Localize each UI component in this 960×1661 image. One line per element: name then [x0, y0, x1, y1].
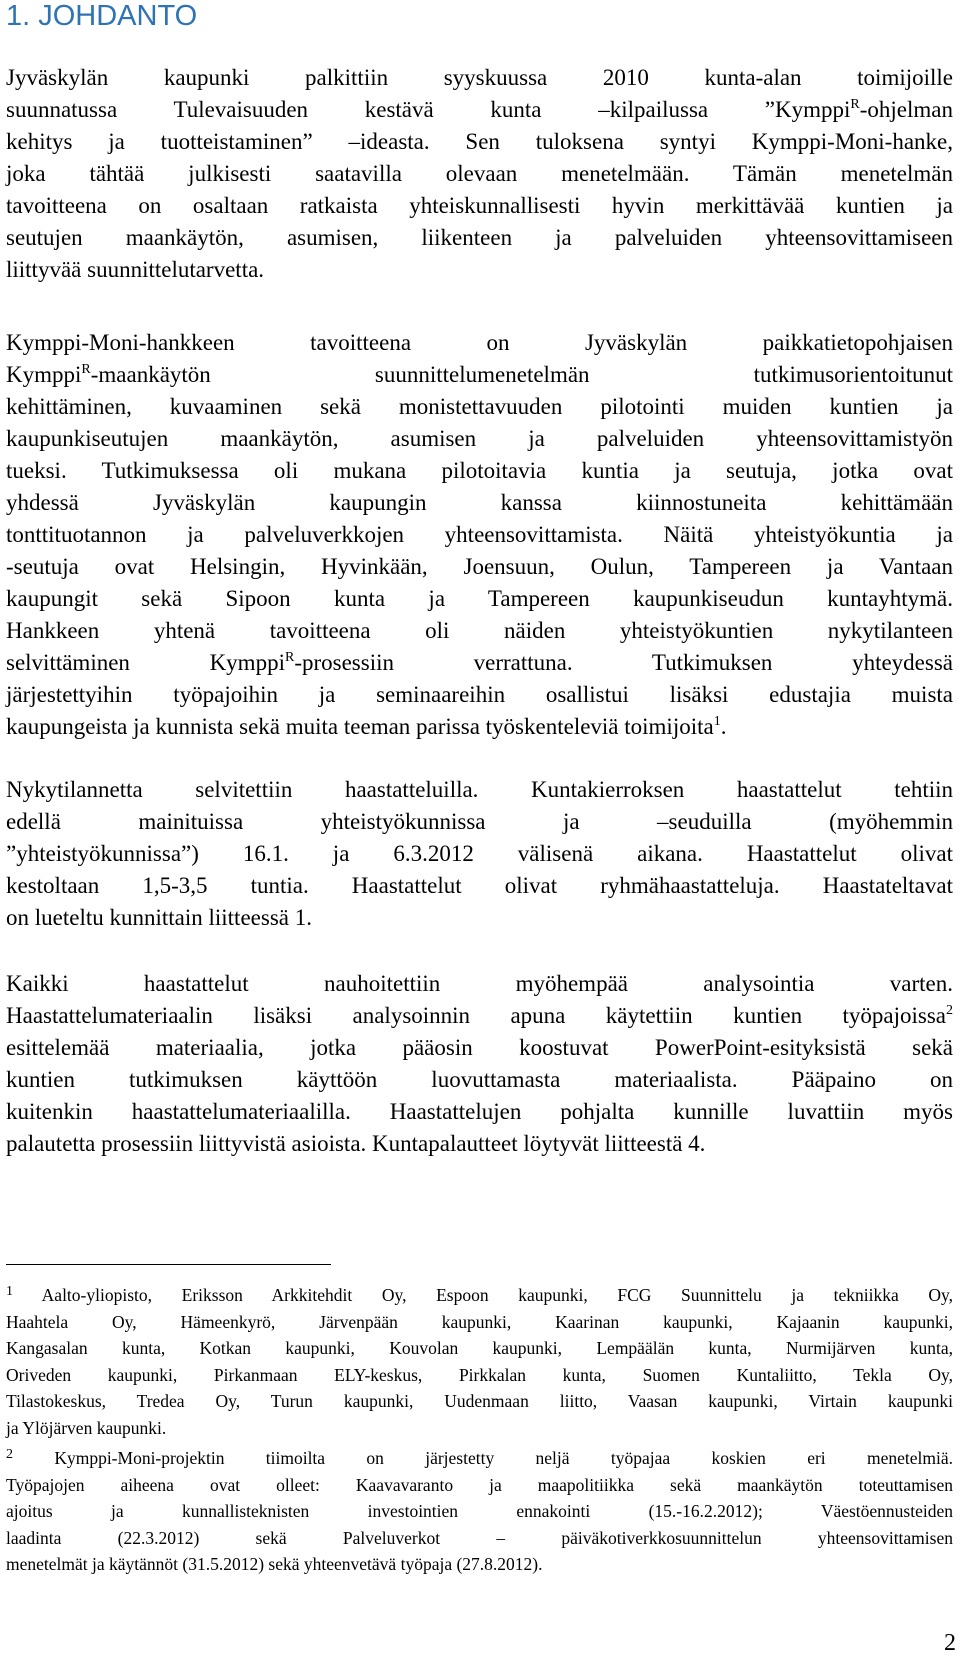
text-line: -seutuja ovat Helsingin, Hyvinkään, Joensuun, Oulun, Tampereen ja Vantaan	[6, 554, 953, 579]
text-fragment: .	[720, 714, 727, 739]
text-line: liittyvää suunnittelutarvetta.	[6, 257, 265, 282]
footnote-line: Oriveden kaupunki, Pirkanmaan ELY-keskus, Pirkkalan kunta, Suomen Kuntaliitto, Tekla Oy,	[6, 1364, 953, 1385]
text-line: palautetta prosessiin liittyvistä asioista. Kuntapalautteet löytyvät liitteestä 4.	[6, 1131, 706, 1156]
text-fragment: kaupungeista ja kunnista sekä muita teeman parissa työskenteleviä toimijoita	[6, 714, 714, 739]
footnote-line: Työpajojen aiheena ovat olleet: Kaavavaranto ja maapolitiikka sekä maankäytön toteuttamisen	[6, 1474, 953, 1495]
text-line: yhdessä Jyväskylän kaupungin kanssa kiinnostuneita kehittämään	[6, 490, 953, 515]
superscript-r: R	[81, 362, 91, 377]
text-line: tueksi. Tutkimuksessa oli mukana pilotoitavia kuntia ja seutuja, jotka ovat	[6, 458, 953, 483]
text-line: kaupunkiseutujen maankäytön, asumisen ja palveluiden yhteensovittamistyön	[6, 426, 953, 451]
text-fragment: Haastattelumateriaalin lisäksi analysoinnin apuna käytettiin kuntien työpajoissa	[6, 1003, 946, 1028]
footnote-2	[6, 1445, 953, 1578]
footnote-line: ajoitus ja kunnallisteknisten investointien ennakointi (15.-16.2.2012); Väestöennusteiden	[6, 1501, 953, 1521]
paragraph-analysis	[6, 968, 953, 1160]
footnote-line: laadinta (22.3.2012) sekä Palveluverkot – päiväkotiverkkosuunnittelun yhteensovittamisen	[6, 1527, 953, 1548]
footnote-line	[6, 1445, 953, 1472]
text-line: tavoitteena on osaltaan ratkaista yhteiskunnallisesti hyvin merkittävää kuntien ja	[6, 193, 953, 218]
text-line: joka tähtää julkisesti saatavilla olevaan menetelmään. Tämän menetelmän	[6, 161, 953, 186]
footnote-line: ja Ylöjärven kaupunki.	[6, 1417, 167, 1438]
text-line: on lueteltu kunnittain liitteessä 1.	[6, 905, 312, 930]
footnote-ref-1[interactable]: 1	[713, 714, 721, 729]
text-fragment: -ohjelman	[859, 97, 953, 122]
text-fragment: suunnatussa Tulevaisuuden kestävä kunta –kilpailussa ”Kymppi	[6, 97, 851, 122]
page-number: 2	[944, 1630, 956, 1656]
text-line: kaupungit sekä Sipoon kunta ja Tampereen kaupunkiseudun kuntayhtymä.	[6, 586, 953, 611]
text-fragment: Kymppi	[6, 362, 82, 387]
text-line	[6, 94, 953, 126]
text-line: järjestettyihin työpajoihin ja seminaareihin osallistui lisäksi edustajia muista	[6, 682, 953, 707]
text-line	[6, 711, 953, 743]
text-fragment: Aalto-yliopisto, Eriksson Arkkitehdit Oy, Espoon kaupunki, FCG Suunnittelu ja tekniikka Oy,	[13, 1285, 953, 1305]
text-line: tonttituotannon ja palveluverkkojen yhteensovittamista. Näitä yhteistyökuntia ja	[6, 522, 953, 547]
footnote-mark: 1	[6, 1284, 13, 1299]
text-line	[6, 647, 953, 679]
paragraph-intro	[6, 62, 953, 286]
text-line: ”yhteistyökunnissa”) 16.1. ja 6.3.2012 välisenä aikana. Haastattelut olivat	[6, 841, 953, 866]
text-line: Nykytilannetta selvitettiin haastatteluilla. Kuntakierroksen haastattelut tehtiin	[6, 777, 953, 802]
footnote-line: Kangasalan kunta, Kotkan kaupunki, Kouvolan kaupunki, Lempäälän kunta, Nurmijärven kunta,	[6, 1338, 953, 1358]
footnote-separator	[6, 1264, 331, 1265]
text-line: kehittäminen, kuvaaminen sekä monistettavuuden pilotointi muiden kuntien ja	[6, 394, 953, 419]
text-line: kestoltaan 1,5-3,5 tuntia. Haastattelut olivat ryhmähaastatteluja. Haastateltavat	[6, 873, 953, 898]
footnote-mark: 2	[6, 1447, 13, 1462]
section-heading: 1. JOHDANTO	[6, 0, 198, 32]
text-line: Kymppi-Moni-hankkeen tavoitteena on Jyväskylän paikkatietopohjaisen	[6, 330, 953, 355]
footnote-line: Haahtela Oy, Hämeenkyrö, Järvenpään kaupunki, Kaarinan kaupunki, Kajaanin kaupunki,	[6, 1311, 953, 1332]
superscript-r: R	[850, 97, 860, 112]
text-line: seutujen maankäytön, asumisen, liikenteen ja palveluiden yhteensovittamiseen	[6, 225, 953, 250]
text-fragment: selvittäminen Kymppi	[6, 650, 285, 675]
superscript-r: R	[284, 650, 295, 665]
text-line	[6, 1000, 953, 1032]
text-line: kehitys ja tuotteistaminen” –ideasta. Sen tuloksena syntyi Kymppi-Moni-hanke,	[6, 129, 953, 154]
text-line: kuntien tutkimuksen käyttöön luovuttamasta materiaalista. Pääpaino on	[6, 1067, 953, 1092]
text-line	[6, 359, 953, 391]
footnote-1	[6, 1282, 953, 1441]
footnote-line: menetelmät ja käytännöt (31.5.2012) sekä yhteenvetävä työpaja (27.8.2012).	[6, 1554, 543, 1574]
text-fragment: Kymppi-Moni-projektin tiimoilta on järjestetty neljä työpajaa koskien eri menetelmiä.	[13, 1448, 953, 1468]
text-fragment: -maankäytön suunnittelumenetelmän tutkimusorientoitunut	[90, 362, 953, 387]
text-line: edellä mainituissa yhteistyökunnissa ja –seuduilla (myöhemmin	[6, 809, 953, 834]
text-line: kuitenkin haastattelumateriaalilla. Haastattelujen pohjalta kunnille luvattiin myös	[6, 1099, 953, 1124]
paragraph-project-goal	[6, 327, 953, 743]
footnote-line: Tilastokeskus, Tredea Oy, Turun kaupunki, Uudenmaan liitto, Vaasan kaupunki, Virtain kaupunki	[6, 1391, 953, 1411]
text-line: esittelemää materiaalia, jotka pääosin koostuvat PowerPoint-esityksistä sekä	[6, 1035, 953, 1060]
text-fragment: -prosessiin verrattuna. Tutkimuksen yhteydessä	[294, 650, 953, 675]
text-line: Hankkeen yhtenä tavoitteena oli näiden yhteistyökuntien nykytilanteen	[6, 618, 953, 643]
paragraph-interviews	[6, 774, 953, 934]
text-line: Jyväskylän kaupunki palkittiin syyskuussa 2010 kunta-alan toimijoille	[6, 65, 953, 90]
text-line: Kaikki haastattelut nauhoitettiin myöhempää analysointia varten.	[6, 971, 953, 996]
footnote-line	[6, 1282, 953, 1309]
footnote-ref-2[interactable]: 2	[946, 1003, 953, 1018]
